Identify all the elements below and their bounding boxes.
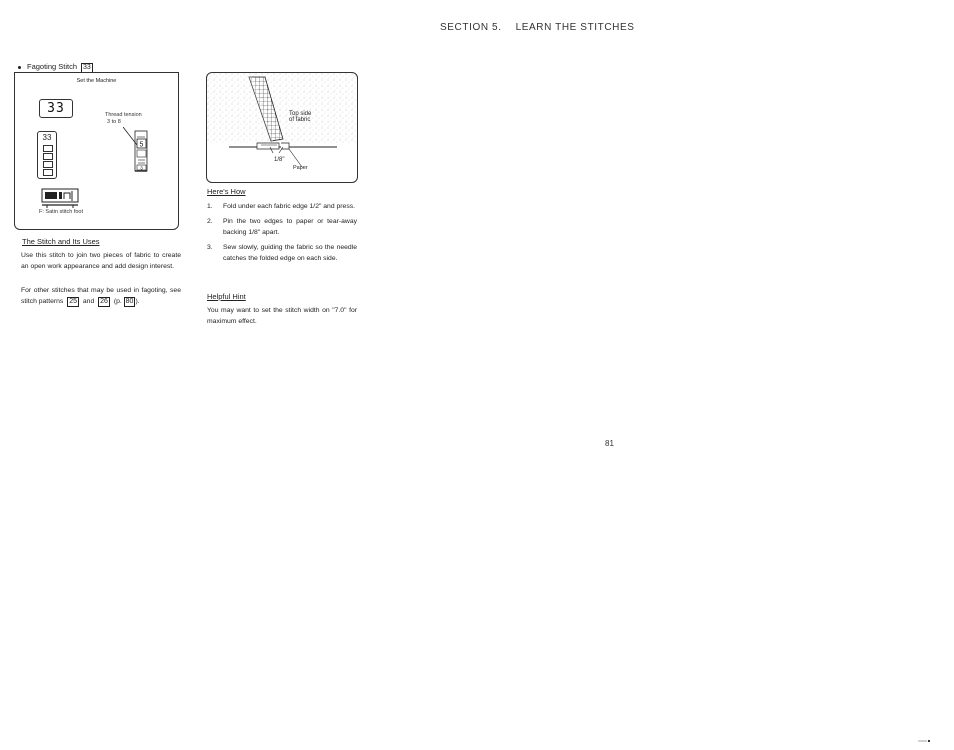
thread-tension-value: 3 to 8 xyxy=(107,119,121,125)
step-number: 1. xyxy=(207,203,213,210)
paper-label: Paper xyxy=(293,165,308,171)
section-number: SECTION 5. xyxy=(440,22,502,33)
step-text: Fold under each fabric edge 1/2" and press. xyxy=(223,203,356,210)
pattern-dial xyxy=(37,131,57,179)
uses-paragraph-2 xyxy=(21,285,181,307)
thread-tension-text: Thread tension xyxy=(105,112,142,118)
tension-mark-5: 5 xyxy=(139,141,144,149)
scan-mark-icon xyxy=(918,739,932,745)
page-number: 81 xyxy=(605,439,614,448)
top-side-label-1: Top side xyxy=(289,111,312,117)
set-machine-panel xyxy=(14,72,179,230)
uses-heading: The Stitch and Its Uses xyxy=(22,237,100,246)
page-ref-prefix: (p. xyxy=(113,298,122,306)
pattern-25-badge: 25 xyxy=(69,298,77,306)
stitch-name: Fagoting Stitch xyxy=(27,62,78,71)
conjunction-text: and xyxy=(82,298,95,306)
section-header xyxy=(440,22,635,33)
hint-heading: Helpful Hint xyxy=(207,292,246,301)
tension-mark-3: 3 xyxy=(140,165,143,171)
how-heading: Here's How xyxy=(207,187,246,196)
thread-tension-label xyxy=(105,112,142,126)
dial-slot xyxy=(43,161,53,168)
uses-paragraph-2-text: For other stitches that may be used in fagoting, see stitch patterns xyxy=(21,287,181,306)
gap-label: 1/8" xyxy=(274,157,285,163)
dial-slot xyxy=(43,145,53,152)
how-steps xyxy=(207,201,357,268)
pattern-number-badge: 33 xyxy=(83,64,91,71)
section-title: LEARN THE STITCHES xyxy=(515,22,635,33)
foot-label: F: Satin stitch foot xyxy=(39,209,84,215)
dial-slot xyxy=(43,169,53,176)
step-number: 3. xyxy=(207,244,213,251)
pattern-26-badge: 26 xyxy=(100,298,108,306)
stitch-display: 33 xyxy=(39,99,73,118)
dial-value: 33 xyxy=(42,133,52,142)
step-item xyxy=(207,201,357,212)
hint-text: You may want to set the stitch width on "7.0" for maximum effect. xyxy=(207,307,357,326)
step-text: Pin the two edges to paper or tear-away backing 1/8" apart. xyxy=(223,218,357,236)
step-text: Sew slowly, guiding the fabric so the needle catches the folded edge on each side. xyxy=(223,244,357,262)
step-item xyxy=(207,242,357,264)
fabric-diagram xyxy=(206,72,358,183)
fabric-illustration xyxy=(207,73,358,183)
uses-paragraph-1: Use this stitch to join two pieces of fabric to create an open work appearance and add design interest. xyxy=(21,252,181,271)
satin-foot-icon xyxy=(41,185,81,209)
tension-dial-icon xyxy=(123,127,153,173)
bullet-icon xyxy=(18,66,21,69)
step-item xyxy=(207,216,357,238)
step-number: 2. xyxy=(207,218,213,225)
dial-slot xyxy=(43,153,53,160)
page-ref-suffix: ). xyxy=(135,298,140,306)
page-ref-badge: 80 xyxy=(125,298,134,306)
panel-title: Set the Machine xyxy=(76,78,117,84)
top-side-label-2: of fabric xyxy=(289,117,311,123)
